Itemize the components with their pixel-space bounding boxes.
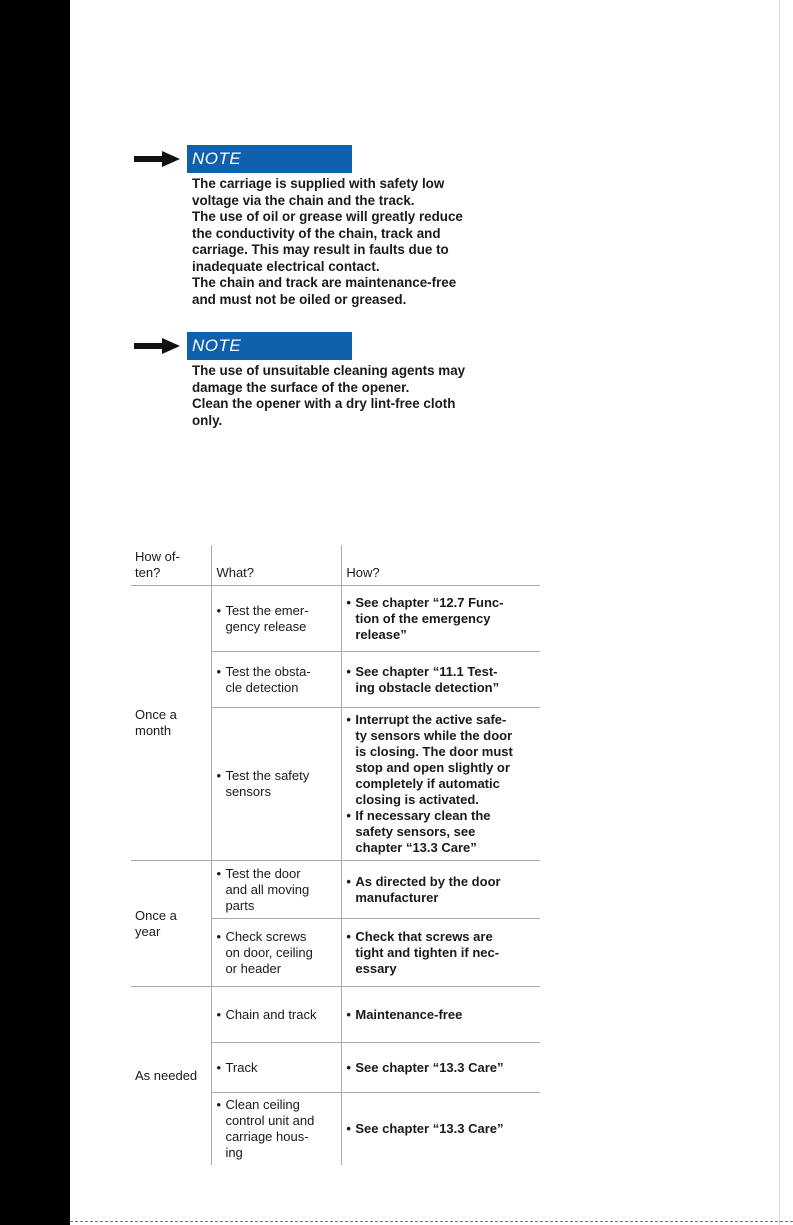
cell-how-often xyxy=(131,586,212,861)
cell-text: Chain and track xyxy=(225,1006,317,1022)
cell-how: • See chapter “12.7 Func- tion of the emergency release” xyxy=(342,586,540,652)
header-text: What? xyxy=(216,565,255,580)
table-row xyxy=(131,586,540,652)
note-label: NOTE xyxy=(187,332,352,360)
cell-text: As directed by the door manufacturer xyxy=(355,873,501,905)
cell-what: • Track xyxy=(212,1043,342,1093)
header-text: How? xyxy=(346,565,380,580)
header-how-often xyxy=(131,545,212,586)
cell-how: • Check that screws are tight and tighten if nec- essary xyxy=(342,919,540,987)
cell-what: • Test the emer- gency release xyxy=(212,586,342,652)
table-row xyxy=(131,987,540,1043)
arrow-right-icon xyxy=(134,338,180,354)
note-line: The use of oil or grease will greatly reduce xyxy=(192,209,463,224)
header-how xyxy=(342,545,540,586)
cell-text: Maintenance-free xyxy=(355,1006,463,1022)
note-line: only. xyxy=(192,412,223,428)
cell-text: See chapter “11.1 Test- ing obstacle detection” xyxy=(355,663,500,695)
cell-text: Test the emer- gency release xyxy=(225,602,309,634)
table-row xyxy=(131,861,540,919)
note-label: NOTE xyxy=(187,145,352,173)
cell-what: • Test the safety sensors xyxy=(212,708,342,861)
note-text xyxy=(192,176,532,308)
header-text: How of- ten? xyxy=(135,549,180,580)
cell-what: • Check screws on door, ceiling or header xyxy=(212,919,342,987)
cell-text: See chapter “12.7 Func- tion of the emergency release” xyxy=(355,594,504,642)
cell-how: • See chapter “13.3 Care” xyxy=(342,1093,540,1166)
header-what xyxy=(212,545,342,586)
cell-how: • See chapter “11.1 Test- ing obstacle detection” xyxy=(342,652,540,708)
cell-text: Test the door and all moving parts xyxy=(225,865,310,913)
arrow-right-icon xyxy=(134,151,180,167)
cell-how: • As directed by the door manufacturer xyxy=(342,861,540,919)
cell-text: See chapter “13.3 Care” xyxy=(355,1121,504,1136)
note-line: inadequate electrical contact. xyxy=(192,258,380,274)
note-line: damage the surface of the opener. xyxy=(192,379,410,395)
cell-text: Interrupt the active safe- ty sensors while the door is closing. The door must stop and open slightly or completely if automatic closing is activated. xyxy=(355,712,513,807)
table-header-row xyxy=(131,545,540,586)
note-line: The use of unsuitable cleaning agents may xyxy=(192,363,466,378)
cell-text: Once a month xyxy=(135,707,177,738)
note-line: Clean the opener with a dry lint-free cloth xyxy=(192,396,456,411)
note-text xyxy=(192,363,532,429)
cell-what: • Test the door and all moving parts xyxy=(212,861,342,919)
cell-text: Check that screws are tight and tighten if nec- essary xyxy=(355,928,500,976)
bottom-dashed-line xyxy=(70,1221,793,1222)
page-right-edge xyxy=(779,0,780,1225)
cell-text: Track xyxy=(225,1059,258,1075)
cell-text: Check screws on door, ceiling or header xyxy=(225,928,313,976)
cell-how-often xyxy=(131,861,212,987)
cell-how: • Maintenance-free xyxy=(342,987,540,1043)
cell-text: Test the safety sensors xyxy=(225,768,310,799)
cell-what: • Test the obsta- cle detection xyxy=(212,652,342,708)
cell-text: Test the obsta- cle detection xyxy=(225,663,311,695)
cell-text: As needed xyxy=(135,1068,198,1083)
note-line: The chain and track are maintenance-free xyxy=(192,275,457,290)
note-line: the conductivity of the chain, track and xyxy=(192,225,441,241)
note-line: carriage. This may result in faults due to xyxy=(192,242,449,257)
cell-what: • Chain and track xyxy=(212,987,342,1043)
cell-text: Clean ceiling control unit and carriage hous- ing xyxy=(225,1097,315,1160)
note-line: and must not be oiled or greased. xyxy=(192,291,407,307)
note-line: voltage via the chain and the track. xyxy=(192,192,415,208)
cell-how: • See chapter “13.3 Care” xyxy=(342,1043,540,1093)
cell-text: If necessary clean the safety sensors, see chapter “13.3 Care” xyxy=(355,808,491,855)
cell-text: See chapter “13.3 Care” xyxy=(355,1059,504,1075)
left-black-margin xyxy=(0,0,70,1225)
cell-text: Once a year xyxy=(135,907,177,939)
cell-how-often xyxy=(131,987,212,1166)
note-line: The carriage is supplied with safety low xyxy=(192,176,445,191)
cell-what: • Clean ceiling control unit and carriage hous- ing xyxy=(212,1093,342,1166)
cell-how: • Interrupt the active safe- ty sensors while the door is closing. The door must stop and open slightly or completely if automatic closing is activated. • If necessary clean the safety sensors, see chapter “13.3 Care” xyxy=(342,708,540,861)
maintenance-table xyxy=(131,545,540,1165)
